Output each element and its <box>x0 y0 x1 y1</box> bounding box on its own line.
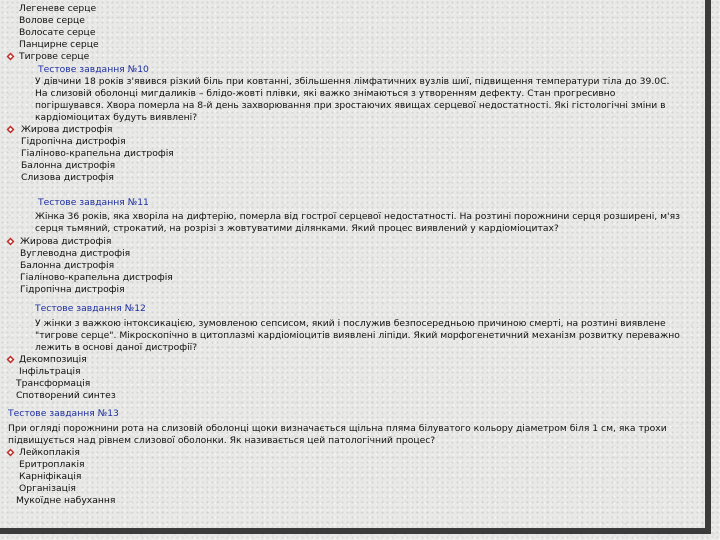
option-text: Гідропічна дистрофія <box>21 136 126 147</box>
task-text-line: підвищується над рівнем слизової оболонки. Як називається цей патологічний процес? <box>8 435 436 446</box>
option-text: Волосате серце <box>19 27 96 38</box>
option-text: Спотворений синтез <box>16 390 116 401</box>
option-text-correct: Тигрове серце <box>19 51 90 62</box>
option-text: Гіаліново-крапельна дистрофія <box>21 148 174 159</box>
page-shadow-right <box>705 0 711 528</box>
task-text-line: Жінка 36 років, яка хворіла на дифтерію, померла від гострої серцевої недостатності. На розтині порожнини серця розширені, м'яз <box>35 211 681 222</box>
diamond-bullet-icon <box>6 237 15 246</box>
task-text-line: лежить в основі даної дистрофії? <box>35 342 198 353</box>
task-text-line: кардіоміоцитах будуть виявлені? <box>35 112 198 123</box>
diamond-bullet-icon <box>6 355 15 364</box>
task-heading: Тестове завдання №12 <box>35 303 146 314</box>
task-heading: Тестове завдання №10 <box>38 64 149 75</box>
option-text: Гіаліново-крапельна дистрофія <box>20 272 173 283</box>
option-text: Організація <box>19 483 76 494</box>
diamond-bullet-icon <box>6 125 15 134</box>
task-text-line: На слизовій оболонці мигдаликів – блідо-жовті плівки, які важко знімаються з утворенням дефекту. Стан прогресивно <box>35 88 616 99</box>
page-shadow-bottom <box>0 528 711 534</box>
option-text: Слизова дистрофія <box>21 172 114 183</box>
option-text: Мукоїдне набухання <box>16 495 116 506</box>
task-text-line: серця тьмяний, строкатий, на розрізі з жовтуватими ділянками. Який процес виявлений у кардіоміоцитах? <box>35 223 559 234</box>
task-text-line: погіршувався. Хвора померла на 8-й день захворювання при зростаючих явищах серцевої недостатності. Які гістологічні зміни в <box>35 100 666 111</box>
option-text: Трансформація <box>16 378 91 389</box>
option-text: Карніфікація <box>19 471 82 482</box>
task-text-line: "тигрове серце". Мікроскопічно в цитоплазмі кардіоміоцитів виявлені ліпіди. Який морфогенетичний механізм розвитку переважно <box>35 330 680 341</box>
option-text: Гідропічна дистрофія <box>20 284 125 295</box>
task-heading: Тестове завдання №11 <box>38 197 149 208</box>
diamond-bullet-icon <box>6 52 15 61</box>
task-text-line: При огляді порожнини рота на слизовій оболонці щоки визначається щільна пляма білуватого кольору діаметром біля 1 см, яка трохи <box>8 423 667 434</box>
option-text: Вуглеводна дистрофія <box>20 248 131 259</box>
option-text: Еритроплакія <box>19 459 85 470</box>
task-text-line: У дівчини 18 років з'явився різкий біль при ковтанні, збільшення лімфатичних вузлів шиї, підвищення температури тіла до 39.0С. <box>35 76 670 87</box>
option-text-correct: Жирова дистрофія <box>21 124 113 135</box>
option-text: Воловe серце <box>19 15 85 26</box>
option-text: Легеневе серце <box>19 3 97 14</box>
option-text: Балонна дистрофія <box>21 160 116 171</box>
task-heading: Тестове завдання №13 <box>8 408 119 419</box>
diamond-bullet-icon <box>6 448 15 457</box>
option-text-correct: Лейкоплакія <box>19 447 80 458</box>
option-text: Інфільтрація <box>19 366 81 377</box>
option-text-correct: Жирова дистрофія <box>20 236 112 247</box>
option-text-correct: Декомпозиція <box>19 354 87 365</box>
task-text-line: У жінки з важкою інтоксикацією, зумовленою сепсисом, який і послужив безпосередньою причиною смерті, на розтині виявлене <box>35 318 666 329</box>
option-text: Панцирне серце <box>19 39 99 50</box>
option-text: Балонна дистрофія <box>20 260 115 271</box>
